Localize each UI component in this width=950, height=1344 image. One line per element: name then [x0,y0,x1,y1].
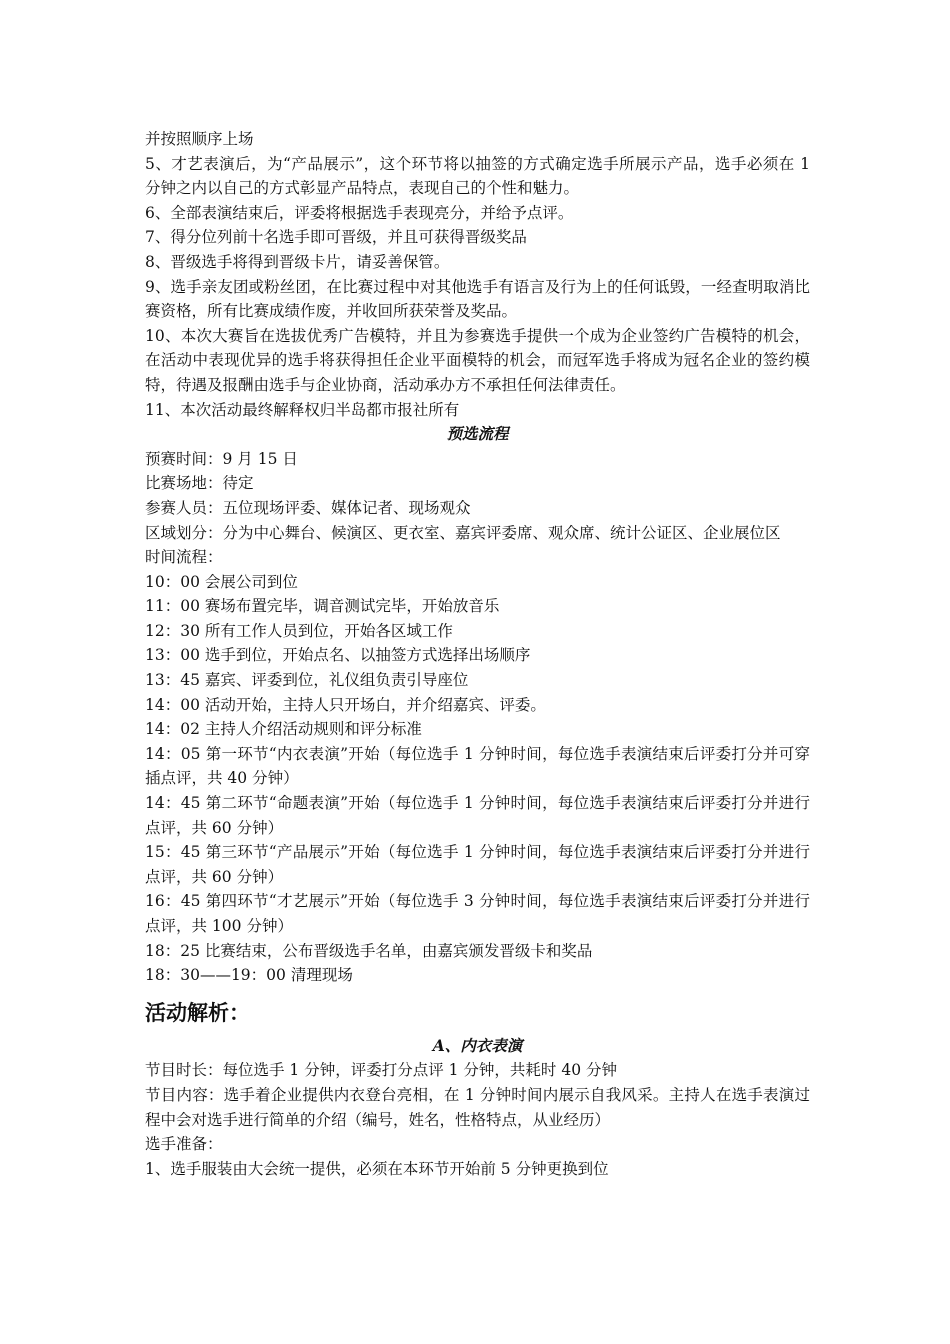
rule-item: 7、得分位列前十名选手即可晋级，并且可获得晋级奖品 [145,228,527,247]
analysis-body [145,1058,810,1181]
rule-item: 8、晋级选手将得到晋级卡片，请妥善保管。 [145,252,450,271]
schedule-item: 14：02 主持人介绍活动规则和评分标准 [145,720,422,739]
rule-item: 11、本次活动最终解释权归半岛都市报社所有 [145,400,460,419]
schedule-item: 14：05 第一环节“内衣表演”开始（每位选手 1 分钟时间，每位选手表演结束后评委打分并可穿插点评，共 40 分钟） [145,744,810,788]
schedule-item: 11：00 赛场布置完毕，调音测试完毕，开始放音乐 [145,597,500,616]
schedule-item: 10：00 会展公司到位 [145,572,298,591]
schedule-item: 15：45 第三环节“产品展示”开始（每位选手 1 分钟时间，每位选手表演结束后评委打分并进行点评，共 60 分钟） [145,843,810,886]
rule-item: 并按照顺序上场 [145,130,254,148]
schedule-item: 14：45 第二环节“命题表演”开始（每位选手 1 分钟时间，每位选手表演结束后评委打分并进行点评，共 60 分钟） [145,794,810,837]
analysis-line: 节目时长：每位选手 1 分钟，评委打分点评 1 分钟，共耗时 40 分钟 [145,1061,618,1080]
preselection-title: 预选流程 [446,424,509,444]
schedule-list [145,570,810,988]
schedule-item: 14：00 活动开始，主持人只开场白，并介绍嘉宾、评委。 [145,695,546,714]
schedule-item: 18：25 比赛结束，公布晋级选手名单，由嘉宾颁发晋级卡和奖品 [145,941,593,960]
rule-item: 5、才艺表演后，为“产品展示”，这个环节将以抽签的方式确定选手所展示产品，选手必须在 1 分钟之内以自己的方式彰显产品特点，表现自己的个性和魅力。 [145,154,810,198]
schedule-item: 18：30——19：00 清理现场 [145,966,353,985]
analysis-heading: 活动解析： [145,1000,250,1025]
analysis-line: 1、选手服装由大会统一提供，必须在本环节开始前 5 分钟更换到位 [145,1159,609,1178]
analysis-subtitle: A、内衣表演 [432,1035,523,1055]
schedule-item: 16：45 第四环节“才艺展示”开始（每位选手 3 分钟时间，每位选手表演结束后评委打分并进行点评，共 100 分钟） [145,892,810,935]
rule-item: 10、本次大赛旨在选拔优秀广告模特，并且为参赛选手提供一个成为企业签约广告模特的机会，在活动中表现优异的选手将获得担任企业平面模特的机会，而冠军选手将成为冠名企业的签约模特，待遇及报酬由选手与企业协商，活动承办方不承担任何法律责任。 [145,326,810,394]
info-line: 时间流程： [145,548,223,567]
info-line: 预赛时间：9 月 15 日 [145,449,298,468]
info-line: 区域划分：分为中心舞台、候演区、更衣室、嘉宾评委席、观众席、统计公证区、企业展位区 [145,523,781,542]
rule-item: 9、选手亲友团或粉丝团，在比赛过程中对其他选手有语言及行为上的任何诋毁，一经查明取消比赛资格，所有比赛成绩作废，并收回所获荣誉及奖品。 [145,277,810,321]
analysis-line: 节目内容：选手着企业提供内衣登台亮相，在 1 分钟时间内展示自我风采。主持人在选手表演过程中会对选手进行简单的介绍（编号，姓名，性格特点，从业经历） [145,1085,810,1129]
analysis-line: 选手准备： [145,1135,223,1154]
info-line: 比赛场地：待定 [145,474,254,493]
preselection-info [145,447,810,570]
document-page [145,127,810,1181]
schedule-item: 12：30 所有工作人员到位，开始各区域工作 [145,621,453,640]
info-line: 参赛人员：五位现场评委、媒体记者、现场观众 [145,498,471,517]
schedule-item: 13：45 嘉宾、评委到位，礼仪组负责引导座位 [145,671,469,690]
rule-item: 6、全部表演结束后，评委将根据选手表现亮分，并给予点评。 [145,203,574,222]
schedule-item: 13：00 选手到位，开始点名、以抽签方式选择出场顺序 [145,646,531,665]
rules-list [145,127,810,422]
